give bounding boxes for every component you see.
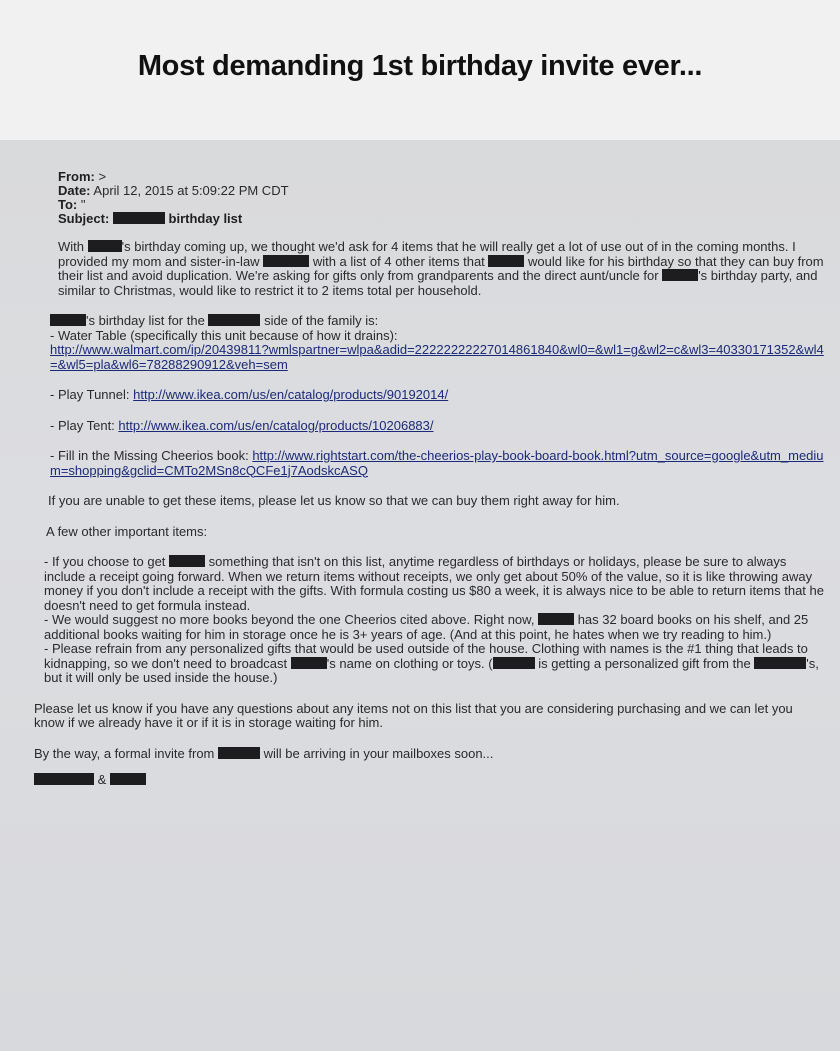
rule-receipts (44, 555, 824, 613)
rule-text: - We would suggest no more books beyond the one Cheerios cited above. Right now, (44, 612, 535, 627)
cheerios-book-label: - Fill in the Missing Cheerios book: (50, 448, 249, 463)
date-line (58, 184, 824, 198)
water-table-label: - Water Table (specifically this unit because of how it drains): (50, 327, 398, 343)
from-line (58, 170, 824, 184)
rule-text: is getting a personalized gift from the (538, 655, 751, 671)
list-item-play-tent (50, 419, 824, 434)
subject-label: Subject: (58, 211, 110, 226)
formal-text: By the way, a formal invite from (34, 745, 215, 761)
intro-paragraph (58, 240, 824, 298)
redaction-block (263, 255, 309, 267)
redaction-block (488, 255, 524, 267)
cheerios-book-link[interactable]: http://www.rightstart.com/the-cheerios-play-book-board-book.html?utm_source=google&utm_medium=shopping&gclid=CMTo2MSn8cQCFe1j7AodskcASQ (50, 448, 824, 478)
redaction-block (754, 657, 806, 669)
list-intro (50, 314, 824, 329)
redaction-block (218, 747, 260, 759)
to-value: " (80, 197, 86, 212)
intro-text: 's birthday coming up, we thought we'd ask for 4 items that he will really get a lot of use out of in the coming months. I provided my mom and sister-in-law (58, 239, 796, 269)
email-header (58, 170, 824, 226)
formal-text: will be arriving in your mailboxes soon... (263, 745, 494, 761)
date-value: April 12, 2015 at 5:09:22 PM CDT (93, 183, 289, 198)
meme-header (0, 0, 840, 140)
list-intro-text: side of the family is: (264, 313, 379, 328)
redaction-block (538, 613, 574, 625)
list-item-cheerios-book (50, 449, 824, 478)
printed-email-photo (0, 140, 840, 1051)
important-items (44, 555, 824, 686)
redaction-block (34, 773, 94, 785)
few-other-heading: A few other important items: (46, 523, 208, 539)
from-label: From: (58, 169, 95, 184)
date-label: Date: (58, 183, 91, 198)
play-tent-label: - Play Tent: (50, 417, 115, 433)
redaction-block (662, 269, 698, 281)
formal-invite-paragraph (34, 747, 824, 762)
redaction-block (110, 773, 146, 785)
rule-text: 's, but it will only be used inside the house.) (44, 655, 819, 685)
rule-text: something that isn't on this list, anytime regardless of birthdays or holidays, please be sure to always include a receipt going forward. When we return items without receipts, we only get about 50% of the value, so it is like throwing away money if you don't include a receipt with the gifts. With formula costing us $80 a week, it is always nice to be able to return items that he doesn't need to get formula instead. (44, 554, 824, 613)
to-label: To: (58, 197, 78, 212)
play-tunnel-label: - Play Tunnel: (50, 387, 130, 402)
rule-books (44, 613, 824, 642)
play-tunnel-link[interactable]: http://www.ikea.com/us/en/catalog/products/90192014/ (133, 387, 449, 402)
rule-personalized (44, 642, 824, 686)
to-line (58, 198, 824, 212)
email-printout (34, 170, 824, 788)
subject-value: birthday list (168, 211, 243, 226)
redaction-block (291, 657, 327, 669)
redaction-block (113, 212, 165, 224)
from-value: > (98, 169, 107, 184)
play-tent-link[interactable]: http://www.ikea.com/us/en/catalog/products/10206883/ (118, 417, 434, 433)
redaction-block (208, 314, 260, 326)
birthday-list (50, 314, 824, 478)
redaction-block (169, 555, 205, 567)
signature (34, 773, 824, 788)
unable-paragraph: If you are unable to get these items, please let us know so that we can buy them right away for him. (48, 493, 620, 508)
questions-paragraph: Please let us know if you have any questions about any items not on this list that you are considering purchasing and we can let you know if we already have it or if it is in storage waiting for him. (34, 700, 793, 730)
subject-line (58, 212, 824, 226)
rule-text: 's name on clothing or toys. (326, 655, 485, 671)
signature-ampersand: & (97, 772, 107, 787)
meme-title: Most demanding 1st birthday invite ever... (137, 50, 703, 82)
intro-text: With (58, 239, 84, 254)
list-intro-text: 's birthday list for the (86, 313, 205, 328)
rule-text: - If you choose to get (44, 554, 166, 569)
intro-text: with a list of 4 other items that (312, 253, 485, 269)
intro-text: would like for his birthday so that they can buy from their list and avoid duplication. We're asking for gifts only from grandparents and the direct aunt/uncle for (58, 253, 824, 283)
redaction-block (493, 657, 535, 669)
rule-text: has 32 board books on his shelf, and 25 additional books waiting for him in storage once he is 3+ years of age. (And at this point, he hates when we try reading to him.) (44, 612, 809, 642)
rule-text: - Please refrain from any personalized gifts that would be used outside of the house. Clothing with names is the #1 thing that leads to kidnapping, so we don't need to broadcast (44, 641, 808, 671)
redaction-block (50, 314, 86, 326)
redaction-block (88, 240, 122, 252)
rule-text: ( (488, 655, 493, 671)
list-item-water-table (50, 329, 824, 373)
water-table-link[interactable]: http://www.walmart.com/ip/20439811?wmlspartner=wlpa&adid=22222222227014861840&wl0=&wl1=g&wl2=c&wl3=40330171352&wl4=&wl5=pla&wl6=78288290912&veh=sem (50, 342, 824, 372)
intro-text: 's birthday party, and similar to Christmas, would like to restrict it to 2 items total per household. (58, 268, 818, 298)
list-item-play-tunnel (50, 388, 824, 403)
